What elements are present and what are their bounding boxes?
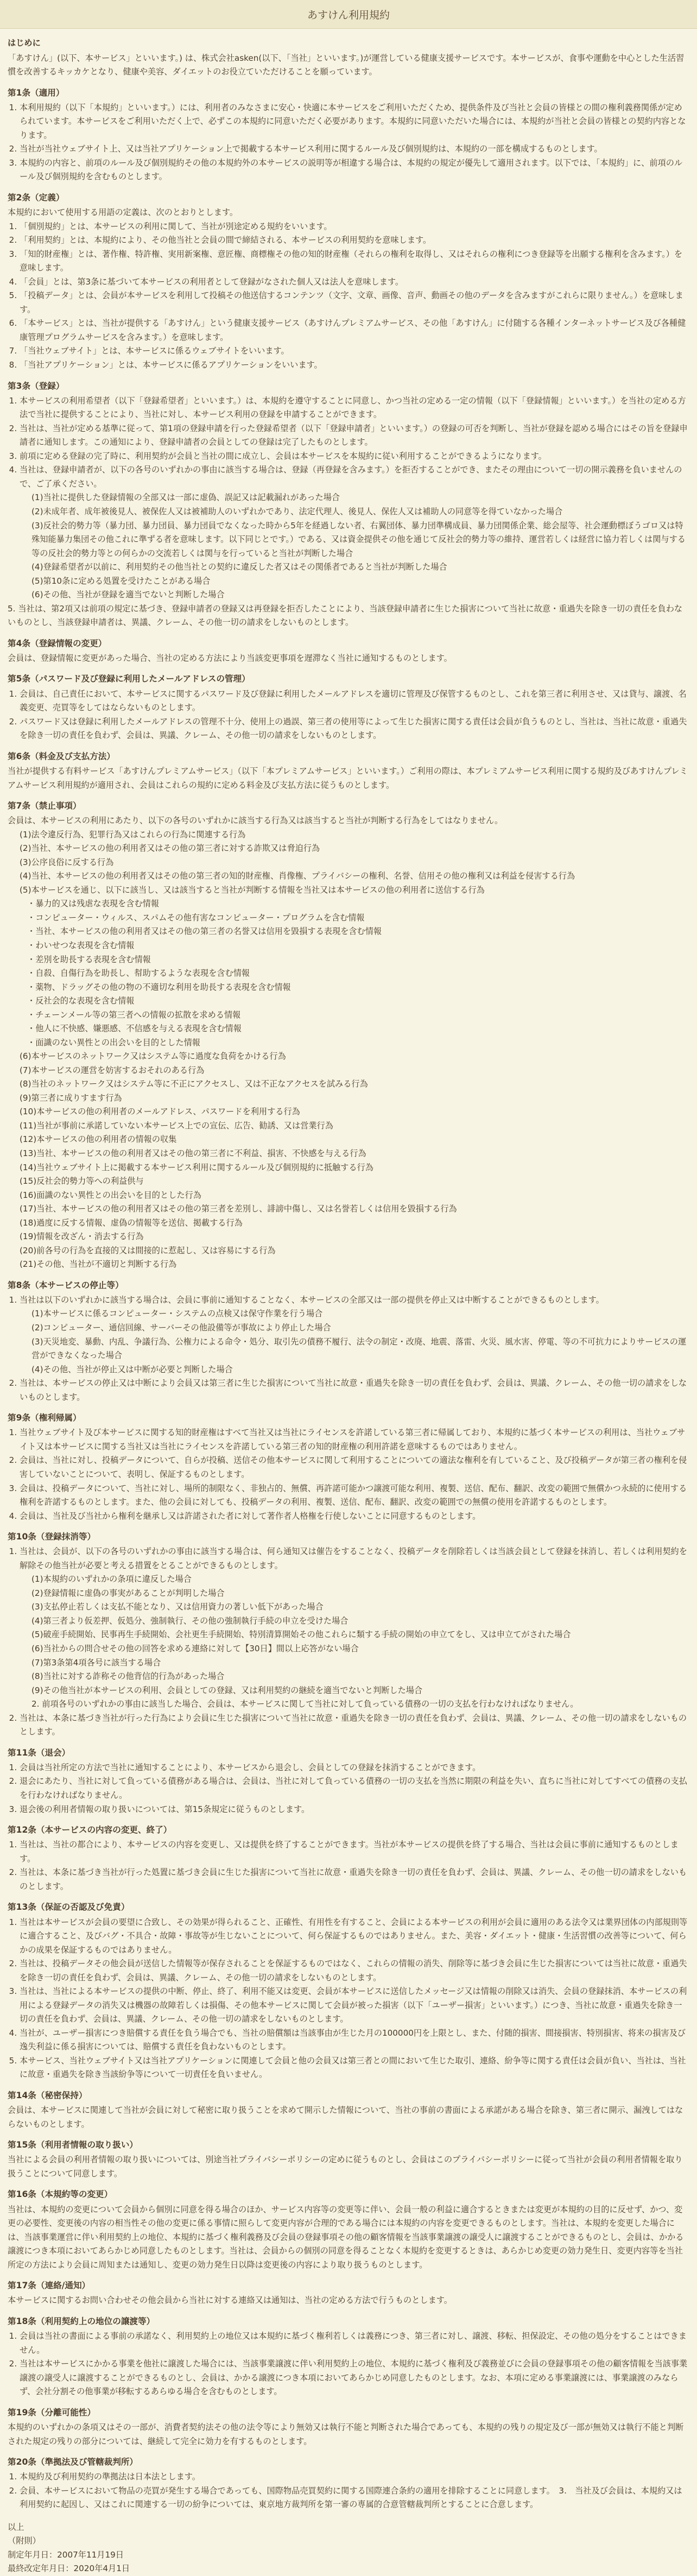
article-item-list <box>8 101 689 184</box>
article-item: 2. 会員は、当社に対し、投稿データについて、自らが投稿、送信その他本サービスに関して利用することについての適法な権利を有していること、及び投稿データが第三者の権利を侵害していないことについて、表明し、保証するものとします。 <box>20 1454 689 1481</box>
subitem-list <box>20 1573 689 1711</box>
article-item-list <box>8 687 689 743</box>
subitem: (4)その他、当社が停止又は中断が必要と判断した場合 <box>31 1364 233 1374</box>
article-15 <box>8 2138 689 2181</box>
subitem: ・面識のない異性との出会いを目的とした情報 <box>27 1037 200 1047</box>
article-item: 2. パスワード又は登録に利用したメールアドレスの管理不十分、使用上の過誤、第三者の使用等によって生じた損害に関する責任は会員が負うものとし、当社は、当社に故意・重過失を除き一切の責任を負わず、会員は、異議、クレーム、その他一切の請求をしないものとします。 <box>20 715 689 743</box>
subitem: (4)当社、本サービスの他の利用者又はその他の第三者の知的財産権、肖像権、プライバシーの権利、名誉、信用その他の権利又は利益を侵害する行為 <box>20 871 575 881</box>
article-title: 第13条（保証の否認及び免責） <box>8 1902 130 1912</box>
article-12 <box>8 1823 689 1893</box>
article-title: 第9条（権利帰属） <box>8 1413 81 1423</box>
article-item: 2. 当社は、本サービスの停止又は中断により会員又は第三者に生じた損害について当社に故意・重過失を除き一切の責任を負わず、会員は、異議、クレーム、その他一切の請求をしないものとします。 <box>20 1377 689 1404</box>
subitem: ・当社、本サービスの他の利用者又はその他の第三者の名誉又は信用を毀損する表現を含む情報 <box>27 926 382 937</box>
article-title: 第7条（禁止事項） <box>8 801 81 811</box>
article-title: 第1条（適用） <box>8 87 65 98</box>
subitem: (18)過度に反する情報、虚偽の情報等を送信、掲載する行為 <box>20 1217 243 1228</box>
subitem: ・反社会的な表現を含む情報 <box>27 996 135 1006</box>
article-3 <box>8 379 689 630</box>
article-8 <box>8 1278 689 1404</box>
article-item: 5. 本サービス、当社ウェブサイト又は当社アプリケーションに関連して会員と他の会員又は第三者との間において生じた取引、連絡、紛争等に関する責任は会員が負い、当社は、当社に故意・重過失を除き当該紛争等について一切責任を負いません。 <box>20 2054 689 2082</box>
subitem: (15)反社会的勢力等への利益供与 <box>20 1176 144 1186</box>
article-title: 第20条（準拠法及び管轄裁判所） <box>8 2457 138 2467</box>
article-title: 第12条（本サービスの内容の変更、終了） <box>8 1825 172 1835</box>
subitem: ・コンピューター・ウィルス、スパムその他有害なコンピューター・プログラムを含む情報 <box>27 912 365 923</box>
article-19 <box>8 2405 689 2448</box>
subitem: (7)本サービスの運営を妨害するおそれのある行為 <box>20 1065 205 1075</box>
subitem: (7)第3条第4項各号に該当する場合 <box>31 1657 161 1668</box>
subitem: (2)コンピューター、通信回線、サーバーその他設備等が事故により停止した場合 <box>31 1323 331 1333</box>
article-16 <box>8 2187 689 2272</box>
article-1 <box>8 86 689 184</box>
subitem: (9)その他当社が本サービスの利用、会員としての登録、又は利用契約の継続を適当でないと判断した場合 <box>31 1685 423 1695</box>
subitem: (9)第三者に成りすます行為 <box>20 1093 122 1103</box>
subitem: (13)当社、本サービスの他の利用者又はその他の第三者に不利益、損害、不快感を与える行為 <box>20 1148 366 1158</box>
subitem: ・わいせつな表現を含む情報 <box>27 940 135 950</box>
subitem: ・差別を助長する表現を含む情報 <box>27 954 151 964</box>
article-6 <box>8 749 689 792</box>
article-item: 1. 「個別規約」とは、本サービスの利用に関して、当社が別途定める規約をいいます。 <box>20 220 689 234</box>
subitem-list <box>20 1307 689 1377</box>
subitem: (1)本規約のいずれかの条項に違反した場合 <box>31 1574 192 1584</box>
subitem: (5)第10条に定める処置を受けたことがある場合 <box>31 576 211 586</box>
article-lead: 会員は、本サービスに関連して当社が会員に対して秘密に取り扱うことを求めて開示した情報について、当社の事前の書面による承諾がある場合を除き、第三者に開示、漏洩してはならないものとします。 <box>8 2105 683 2129</box>
subitem: (3)公序良俗に反する行為 <box>20 857 114 867</box>
article-item: 1. 当社ウェブサイト及び本サービスに関する知的財産権はすべて当社又は当社にライセンスを許諾している第三者に帰属しており、本規約に基づく本サービスの利用は、当社ウェブサイト又は本サービスに関する当社又は当社にライセンスを許諾している第三者の知的財産権の利用許諾を意味するものではありません。 <box>20 1426 689 1454</box>
article-item: 1. 本規約及び利用契約の準拠法は日本法とします。 <box>20 2470 689 2484</box>
supplementary-label: （附則） <box>8 2536 41 2546</box>
subitem: (8)当社のネットワーク又はシステム等に不正にアクセスし、又は不正なアクセスを試みる行為 <box>20 1079 368 1089</box>
subitem: (21)その他、当社が不適切と判断する行為 <box>20 1259 177 1270</box>
article-lead: 本サービスに関するお問い合わせその他会員から当社に対する連絡又は通知は、当社の定める方法で行うものとします。 <box>8 2295 452 2306</box>
subitem: (12)本サービスの他の利用者の情報の収集 <box>20 1134 177 1145</box>
article-title: 第19条（分離可能性） <box>8 2407 96 2417</box>
article-item: 2. 「利用契約」とは、本規約により、その他当社と会員の間で締結される、本サービスの利用契約を意味します。 <box>20 233 689 248</box>
article-item-list <box>8 1426 689 1523</box>
article-item: 1. 本サービスの利用希望者（以下「登録希望者」といいます。）は、本規約を遵守することに同意し、かつ当社の定める一定の情報（以下「登録情報」といいます。）を当社の定める方法で当社に提供することにより、当社に対し、本サービス利用の登録を申請することができます。 <box>20 394 689 422</box>
article-item: 2. 当社は本サービスにかかる事業を他社に譲渡した場合には、当該事業譲渡に伴い利用契約上の地位、本規約に基づく権利及び義務並びに会員の登録事項その他の顧客情報を当該事業譲渡の譲受人に譲渡することができるものとし、会員は、かかる譲渡につき本項においてあらかじめ同意したものとします。なお、本項に定める事業譲渡には、事業譲渡のみならず、会社分割その他事業が移転するあらゆる場合を含むものとします。 <box>20 2357 689 2399</box>
article-item-list <box>8 1293 689 1404</box>
article-item-list <box>8 220 689 372</box>
article-item-list <box>8 1838 689 1893</box>
subitem: (10)本サービスの他の利用者のメールアドレス、パスワードを利用する行為 <box>20 1107 300 1117</box>
subitem: (3)天災地変、暴動、内乱、争議行為、公権力による命令・処分、取引先の債務不履行、法令の制定・改廃、地震、落雷、火災、風水害、停電、等の不可抗力によりサービスの運営ができなくなった場合 <box>31 1336 687 1361</box>
article-lead: 当社は、本規約の変更について会員から個別に同意を得る場合のほか、サービス内容等の変更等に伴い、会員一般の利益に適合するときまたは変更が本規約の目的に反せず、かつ、変更の必要性、変更後の内容の相当性その他の変更に係る事情に照らして変更内容が合理的である場合には本規約の内容を変更できるものとします。当社は、本規約を変更した場合には、当該事業運営に伴い利用契約上の地位、本規約に基づく権利義務及び会員の登録事項その他の顧客情報を当該事業譲渡の譲受人に譲渡することができるものとし、会員は、かかる譲渡につき本項においてあらかじめ同意したものとします。当社は、会員からの個別の同意を得ることなく本規約を変更するときは、あらかじめ変更の効力発生日、変更内容等を当社所定の方法により会員に周知または通知し、変更の効力発生日以降は変更後の内容により取り扱うものとします。 <box>8 2204 684 2270</box>
article-title: 第6条（料金及び支払方法） <box>8 751 115 761</box>
article-item: 3. 前項に定める登録の完了時に、利用契約が会員と当社の間に成立し、会員は本サービスを本規約に従い利用することができるようになります。 <box>20 450 689 464</box>
article-item: 2. 退会にあたり、当社に対して負っている債務がある場合は、会員は、当社に対して負っている債務の一切の支払を当然に期限の利益を失い、直ちに当社に対してすべての債務の支払を行わなければなりません。 <box>20 1775 689 1802</box>
articles-container <box>8 86 689 2512</box>
subitem: (1)当社に提供した登録情報の全部又は一部に虚偽、誤記又は記載漏れがあった場合 <box>31 493 340 503</box>
article-title: 第17条（連絡/通知） <box>8 2281 91 2291</box>
subitem: ・薬物、ドラッグその他の物の不適切な利用を助長する表現を含む情報 <box>27 982 291 992</box>
article-item: 1. 当社は、会員が、以下の各号のいずれかの事由に該当する場合は、何ら通知又は催告をすることなく、投稿データを削除若しくは当該会員として登録を抹消し、若しくは利用契約を解除その他当社が必要と考える措置をとることができるものとします。 <box>20 1545 689 1573</box>
subitem: (11)当社が事前に承諾していない本サービス上での宣伝、広告、勧誘、又は営業行為 <box>20 1120 333 1131</box>
subitem: (5)破産手続開始、民事再生手続開始、会社更生手続開始、特別清算開始その他これらに類する手続の開始の申立てをし、又は申立てがされた場合 <box>31 1630 571 1640</box>
article-item: 3. 会員は、投稿データについて、当社に対し、場所的制限なく、非独占的、無償、再許諾可能かつ譲渡可能な利用、複製、送信、配布、翻訳、改変の範囲で無償かつ永続的に使用する権利を許諾するものとします。また、他の会員に対しても、投稿データの利用、複製、送信、配布、翻訳、改変の範囲での無償の使用を許諾するものとします。 <box>20 1482 689 1510</box>
enacted-date: 制定年月日：2007年11月19日 <box>8 2549 124 2560</box>
article-title: 第3条（登録） <box>8 381 65 391</box>
article-item: 2. 当社は、本条に基づき当社が行った行為により会員に生じた損害について当社に故意・重過失を除き一切の責任を負わず、会員は、異議、クレーム、その他一切の請求をしないものとします。 <box>20 1712 689 1739</box>
article-item: 1. 当社は、当社の都合により、本サービスの内容を変更し、又は提供を終了することができます。当社が本サービスの提供を終了する場合、当社は会員に事前に通知するものとします。 <box>20 1838 689 1866</box>
title-bar <box>0 0 697 29</box>
subitem: (2)登録情報に虚偽の事実があることが判明した場合 <box>31 1588 225 1598</box>
terms-content <box>0 29 697 2576</box>
article-item: 3. 本規約の内容と、前項のルール及び個別規約その他の本規約外の本サービスの説明等が相違する場合は、本規約の規定が優先して適用されます。以下では、「本規約」に、前項のルール及び個別規約を含むものとします。 <box>20 156 689 184</box>
article-item: 8. 「当社アプリケーション」とは、本サービスに係るアプリケーションをいいます。 <box>20 358 689 372</box>
article-item: 1. 当社は本サービスが会員の要望に合致し、その効果が得られること、正確性、有用性を有すること、会員による本サービスの利用が会員に適用のある法令又は業界団体の内部規則等に適合すること、及びバグ・不具合・故障・事故等が生じないことについて、何ら保証するものではありません。また、美容・ダイエット・健康・生活習慣の改善等について、何らかの成果を保証するものではありません。 <box>20 1916 689 1958</box>
article-item: 2. 当社は、投稿データその他会員が送信した情報等が保存されることを保証するものではなく、これらの情報の消失、削除等に基づき会員に生じた損害については当社に故意・重過失を除き一切の責任を負わず、会員は、異議、クレーム、その他一切の請求をしないものとします。 <box>20 1957 689 1985</box>
article-title: 第10条（登録抹消等） <box>8 1532 96 1542</box>
article-10 <box>8 1530 689 1739</box>
article-item: 3. 退会後の利用者情報の取り扱いについては、第15条規定に従うものとします。 <box>20 1803 689 1817</box>
article-item-list <box>8 2470 689 2512</box>
article-item: 5. 「投稿データ」とは、会員が本サービスを利用して投稿その他送信するコンテンツ（文字、文章、画像、音声、動画その他のデータを含みますがこれらに限りません。）を意味します。 <box>20 289 689 317</box>
article-title: 第5条（パスワード及び登録に利用したメールアドレスの管理） <box>8 674 250 684</box>
article-item-list <box>8 1916 689 2082</box>
article-item: 1. 当社は以下のいずれかに該当する場合は、会員に事前に通知することなく、本サービスの全部又は一部の提供を停止又は中断することができるものとします。 <box>20 1293 689 1308</box>
article-title: 第4条（登録情報の変更） <box>8 638 107 648</box>
article-18 <box>8 2314 689 2399</box>
subitem: (8)当社に対する詐称その他背信的行為があった場合 <box>31 1671 225 1682</box>
subitem: (5)本サービスを通じ、以下に該当し、又は該当すると当社が判断する情報を当社又は本サービスの他の利用者に送信する行為 <box>20 885 485 895</box>
subitem: ・暴力的又は残虐な表現を含む情報 <box>27 899 159 909</box>
article-lead: 会員は、登録情報に変更があった場合、当社の定める方法により当該変更事項を遅滞なく当社に通知するものとします。 <box>8 653 452 663</box>
subitem: (17)当社、本サービスの他の利用者又はその他の第三者を差別し、誹謗中傷し、又は名誉若しくは信用を毀損する行為 <box>20 1204 457 1214</box>
article-item-list <box>8 2329 689 2399</box>
article-title: 第11条（退会） <box>8 1747 71 1758</box>
subitem: (3)反社会的勢力等（暴力団、暴力団員、暴力団員でなくなった時から5年を経過しない者、右翼団体、暴力団準構成員、暴力団関係企業、総会屋等、社会運動標ぼうゴロ又は特殊知能暴力集団その他これに準ずる者を意味します。以下同じとです。）である、又は資金提供その他を通じて反社会的勢力等の維持、運営若しくは経営に協力若しくは関与する等の反社会的勢力等との何らかの交流若しくは関与を行っていると当社が判断した場合 <box>31 520 686 558</box>
subitem-list <box>8 828 689 1272</box>
subitem: ・他人に不快感、嫌悪感、不信感を与える表現を含む情報 <box>27 1024 242 1034</box>
article-title: 第2条（定義） <box>8 192 65 203</box>
article-title: 第14条（秘密保持） <box>8 2090 87 2100</box>
subitem: 2. 前項各号のいずれかの事由に該当した場合、会員は、本サービスに関して当社に対して負っている債務の一切の支払を行わなければなりません。 <box>31 1699 579 1709</box>
article-item: 1. 本利用規約（以下「本規約」といいます。）には、利用者のみなさまに安心・快適に本サービスをご利用いただくため、提供条件及び当社と会員の皆様との間の権利義務関係が定められています。本サービスをご利用いただく上で、必ずこの本規約に同意いただく必要があります。本規約に同意いただいた場合には、本規約が当社と会員の皆様との契約内容となります。 <box>20 101 689 143</box>
subitem-list <box>20 491 689 602</box>
article-item: 2. 当社は、本条に基づき当社が行った処置に基づき会員に生じた損害について当社に故意・重過失を除き一切の責任を負わず、会員は、異議、クレーム、その他一切の請求をしないものとします。 <box>20 1866 689 1893</box>
subitem: (2)未成年者、成年被後見人、被保佐人又は被補助人のいずれかであり、法定代理人、後見人、保佐人又は補助人の同意等を得ていなかった場合 <box>31 506 563 516</box>
revised-date: 最終改定年月日：2020年4月1日 <box>8 2564 130 2574</box>
article-tail: 5. 当社は、第2項又は前項の規定に基づき、登録申請者の登録又は再登録を拒否したことにより、当該登録申請者に生じた損害について当社に故意・重過失を除き一切の責任を負わないものとし、当該登録申請者は、異議、クレーム、その他一切の請求をしないものとします。 <box>8 603 683 628</box>
subitem: (2)当社、本サービスの他の利用者又はその他の第三者に対する詐欺又は脅迫行為 <box>20 843 320 854</box>
subitem: (6)本サービスのネットワーク又はシステム等に過度な負荷をかける行為 <box>20 1051 286 1062</box>
article-item: 1. 会員は当社所定の方法で当社に通知することにより、本サービスから退会し、会員としての登録を抹消することができます。 <box>20 1761 689 1775</box>
article-item: 1. 会員は、自己責任において、本サービスに関するパスワード及び登録に利用したメールアドレスを適切に管理及び保管するものとし、これを第三者に利用させ、又は貸与、譲渡、名義変更、売買等をしてはならないものとします。 <box>20 687 689 715</box>
subitem: (4)登録希望者が以前に、利用契約その他当社との契約に違反した者又はその関係者であると当社が判断した場合 <box>31 562 447 572</box>
article-lead: 会員は、本サービスの利用にあたり、以下の各号のいずれかに該当する行為又は該当すると当社が判断する行為をしてはなりません。 <box>8 816 503 826</box>
article-item: 3. 当社は、当社による本サービスの提供の中断、停止、終了、利用不能又は変更、会員が本サービスに送信したメッセージ又は情報の削除又は消失、会員の登録抹消、本サービスの利用による登録データの消失又は機器の故障若しくは損傷、その他本サービスに関して会員が被った損害（以下「ユーザー損害」といいます。）につき、当社に故意・重過失を除き一切の責任を負わず、会員は、異議、クレーム、その他一切の請求をしないものとします。 <box>20 1985 689 2026</box>
end-mark: 以上 <box>8 2522 24 2532</box>
article-14 <box>8 2088 689 2131</box>
footer <box>8 2521 689 2576</box>
article-9 <box>8 1411 689 1523</box>
article-title: 第8条（本サービスの停止等） <box>8 1280 124 1290</box>
subitem: (16)面識のない異性との出会いを目的とした行為 <box>20 1190 201 1200</box>
intro-heading: はじめに <box>8 38 41 48</box>
article-lead: 当社が提供する有料サービス「あすけんプレミアムサービス」（以下「本プレミアムサービス」といいます。）ご利用の際は、本プレミアムサービス利用に関する規約及びあすけんプレミアムサービス利用規約が適用され、会員はこれらの規約に定める料金及び支払方法に従うものとします。 <box>8 766 688 790</box>
subitem: (6)当社からの問合せその他の回答を求める連絡に対して【30日】間以上応答がない場合 <box>31 1644 359 1653</box>
article-item: 2. 当社が当社ウェブサイト上、又は当社アプリケーション上で掲載する本サービス利用に関するルール及び個別規約は、本規約の一部を構成するものとします。 <box>20 142 689 156</box>
subitem: (19)情報を改ざん・消去する行為 <box>20 1232 144 1242</box>
article-item-list <box>8 394 689 602</box>
article-item: 7. 「当社ウェブサイト」とは、本サービスに係るウェブサイトをいいます。 <box>20 344 689 358</box>
article-title: 第16条（本規約等の変更） <box>8 2189 113 2200</box>
article-item-list <box>8 1545 689 1739</box>
subitem: (3)支払停止若しくは支払不能となり、又は信用資力の著しい低下があった場合 <box>31 1602 324 1612</box>
subitem: ・自殺、自傷行為を助長し、幇助するような表現を含む情報 <box>27 968 250 978</box>
article-5 <box>8 672 689 742</box>
subitem: (1)本サービスに係るコンピューター・システムの点検又は保守作業を行う場合 <box>31 1309 323 1319</box>
article-title: 第18条（利用契約上の地位の譲渡等） <box>8 2316 155 2326</box>
article-item-list <box>8 1761 689 1816</box>
article-item: 6. 「本サービス」とは、当社が提供する「あすけん」という健康支援サービス（あすけんプレミアムサービス、その他「あすけん」に付随する各種インターネットサービス及び各種健康管理プログラムサービスを含みます。）を意味します。 <box>20 317 689 344</box>
article-item: 2. 当社は、当社が定める基準に従って、第1項の登録申請を行った登録希望者（以下「登録申請者」といいます。）の登録の可否を判断し、当社が登録を認める場合にはその旨を登録申請者に通知します。この通知により、登録申請者の会員としての登録は完了したものとします。 <box>20 422 689 450</box>
page-title: あすけん利用規約 <box>307 9 390 21</box>
article-item: 4. 「会員」とは、第3条に基づいて本サービスの利用者として登録がなされた個人又は法人を意味します。 <box>20 275 689 289</box>
article-lead: 本規約のいずれかの条項又はその一部が、消費者契約法その他の法令等により無効又は執行不能と判断された場合であっても、本規約の残りの規定及び一部が無効又は執行不能と判断された規定の残りの部分については、継続して完全に効力を有するものとします。 <box>8 2422 684 2446</box>
article-20 <box>8 2455 689 2512</box>
article-2 <box>8 191 689 372</box>
article-title: 第15条（利用者情報の取り扱い） <box>8 2140 138 2150</box>
subitem: (4)第三者より仮差押、仮処分、強制執行、その他の強制執行手続の申立を受けた場合 <box>31 1615 348 1626</box>
article-item: 4. 会員は、当社及び当社から権利を継承し又は許諾された者に対して著作者人格権を行使しないことに同意するものとします。 <box>20 1510 689 1524</box>
article-7 <box>8 799 689 1272</box>
article-item: 3. 「知的財産権」とは、著作権、特許権、実用新案権、意匠権、商標権その他の知的財産権（それらの権利を取得し、又はそれらの権利につき登録等を出願する権利を含みます。）を意味します。 <box>20 248 689 275</box>
article-lead: 本規約において使用する用語の定義は、次のとおりとします。 <box>8 207 238 218</box>
article-17 <box>8 2278 689 2308</box>
subitem: (20)前各号の行為を直接的又は間接的に惹起し、又は容易にする行為 <box>20 1245 276 1255</box>
article-11 <box>8 1746 689 1816</box>
article-item: 4. 当社が、ユーザー損害につき賠償する責任を負う場合でも、当社の賠償額は当該事由が生じた月の100000円を上限とし、また、付随的損害、間接損害、特別損害、将来の損害及び逸失利益に係る損害については、賠償する責任を負わないものとします。 <box>20 2026 689 2054</box>
article-item: 4. 当社は、登録申請者が、以下の各号のいずれかの事由に該当する場合は、登録（再登録を含みます。）を拒否することができ、またその理由について一切の開示義務を負いませんので、ご了承ください。 <box>20 463 689 491</box>
article-item: 2. 会員、本サービスにおいて物品の売買が発生する場合であっても、国際物品売買契約に関する国際連合条約の適用を排除することに同意します。 3. 当社及び会員は、本規約又は利用契約に起因し、又はこれに関連する一切の紛争については、東京地方裁判所を第一審の専属的合意管轄裁判所とすることに合意します。 <box>20 2484 689 2512</box>
subitem: ・チェーンメール等の第三者への情報の拡散を求める情報 <box>27 1009 241 1020</box>
subitem: (6)その他、当社が登録を適当でないと判断した場合 <box>31 590 225 600</box>
article-4 <box>8 636 689 666</box>
intro-text: 「あすけん」(以下、本サービス」といいます。) は、株式会社asken(以下、「当社」といいます。)が運営している健康支援サービスです。本サービスが、食事や運動を中心とした生活習慣を改善するキッカケとなり、健康や美容、ダイエットのお役立ていただけることを願っています。 <box>8 53 685 77</box>
subitem: (14)当社ウェブサイト上に掲載する本サービス利用に関するルール及び個別規約に抵触する行為 <box>20 1162 373 1172</box>
subitem: (1)法令違反行為、犯罪行為又はこれらの行為に関連する行為 <box>20 829 246 839</box>
article-item: 1. 会員は当社の書面による事前の承諾なく、利用契約上の地位又は本規約に基づく権利若しくは義務につき、第三者に対し、譲渡、移転、担保設定、その他の処分をすることはできません。 <box>20 2329 689 2357</box>
article-13 <box>8 1900 689 2082</box>
article-lead: 当社による会員の利用者情報の取り扱いについては、別途当社プライバシーポリシーの定めに従うものとし、会員はこのプライバシーポリシーに従って当社が会員の利用者情報を取り扱うことについて同意します。 <box>8 2155 683 2179</box>
